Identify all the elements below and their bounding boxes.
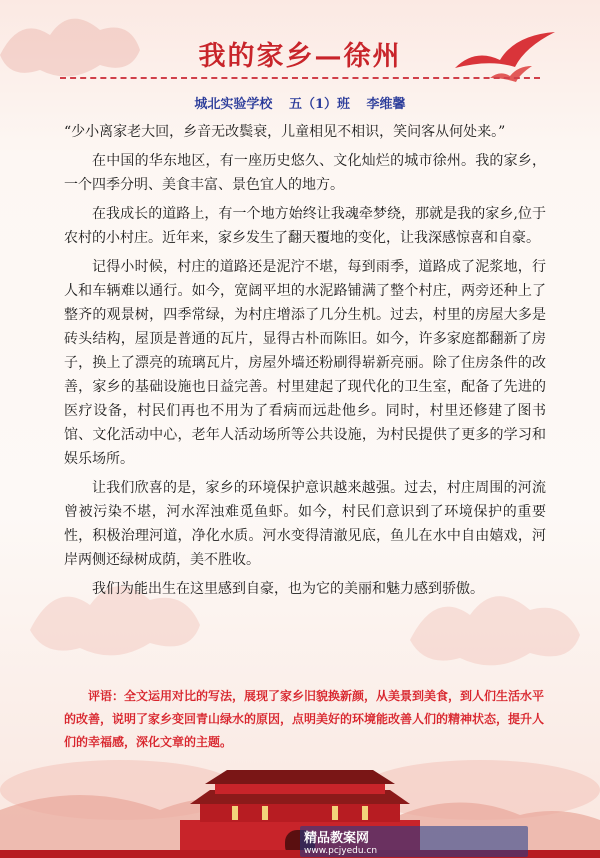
author-line	[0, 93, 600, 112]
watermark	[300, 826, 528, 857]
essay-paragraph: 我们为能出生在这里感到自豪，也为它的美丽和魅力感到骄傲。	[92, 581, 484, 597]
page-title: 我的家乡—徐州	[198, 41, 402, 72]
essay-paragraph: 让我们欣喜的是，家乡的环境保护意识越来越强。过去，村庄周围的河流曾被污染不堪，河水浑浊难觅鱼虾。如今，村民们意识到了环境保护的重要性，积极治理河道，净化水质。河水变得清澈见底，鱼儿在水中自由嬉戏，河岸两侧还绿树成荫，美不胜收。	[64, 480, 546, 568]
teacher-comment: 评语：全文运用对比的写法，展现了家乡旧貌换新颜，从美景到美食，到人们生活水平的改善，说明了家乡变回青山绿水的原因，点明美好的环境能改善人们的精神状态，提升人们的幸福感，深化文章的主题。	[64, 689, 545, 749]
title-divider	[60, 77, 540, 79]
author-class: 五（1）班	[288, 97, 351, 112]
author-school: 城北实验学校	[194, 97, 273, 112]
essay-body	[64, 120, 546, 606]
essay-paragraph: 在中国的华东地区，有一座历史悠久、文化灿烂的城市徐州。我的家乡，一个四季分明、美食丰富、景色宜人的地方。	[64, 153, 546, 193]
essay-paragraph: 在我成长的道路上，有一个地方始终让我魂牵梦绕，那就是我的家乡,位于农村的小村庄。近年来，家乡发生了翻天覆地的变化，让我深感惊喜和自豪。	[64, 206, 546, 246]
essay-paragraph: 记得小时候，村庄的道路还是泥泞不堪，每到雨季，道路成了泥浆地，行人和车辆难以通行。如今，宽阔平坦的水泥路铺满了整个村庄，两旁还种上了整齐的观景树，四季常绿，为村庄增添了几分生机。过去，村里的房屋大多是砖头结构，屋顶是普通的瓦片，显得古朴而陈旧。如今，许多家庭都翻新了房子，换上了漂亮的琉璃瓦片，房屋外墙还粉刷得崭新亮丽。除了住房条件的改善，家乡的基础设施也日益完善。村里建起了现代化的卫生室，配备了先进的医疗设备，村民们再也不用为了看病而远赴他乡。同时，村里还修建了图书馆、文化活动中心，老年人活动场所等公共设施，为村民提供了更多的学习和娱乐场所。	[64, 259, 546, 467]
author-name: 李维馨	[366, 97, 406, 112]
watermark-site: 精品教案网	[304, 831, 370, 846]
watermark-url: www.pcjyedu.cn	[304, 846, 378, 856]
essay-paragraph: “少小离家老大回，乡音无改鬓衰，儿童相见不相识，笑问客从何处来。”	[64, 124, 506, 140]
